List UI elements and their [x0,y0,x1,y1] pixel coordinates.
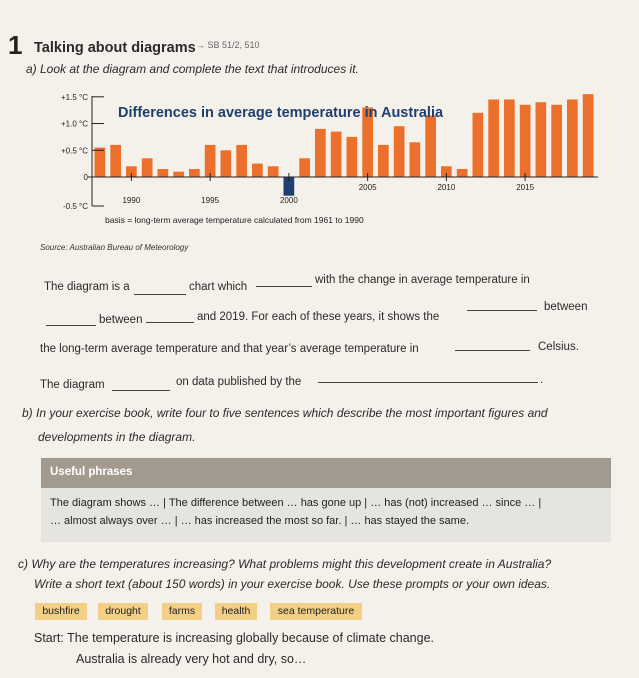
bar-2015 [520,105,531,177]
start-line2: Australia is already very hot and dry, so… [76,652,307,666]
chart-basis-note: basis = long-term average temperature calculated from 1961 to 1990 [105,215,364,225]
gap-text-l1c: with the change in average temperature in [315,274,530,286]
bar-1992 [158,169,169,177]
gap-blank-5[interactable] [467,310,537,311]
start-line1: Start: The temperature is increasing globally because of climate change. [34,631,434,645]
bar-1993 [173,172,184,177]
x-tick-label-1990: 1990 [122,196,141,205]
bar-2006 [378,145,389,177]
gap-text-l2c: between [544,301,588,313]
prompt-chip-bushfire: bushfire [35,603,87,620]
temperature-chart [0,0,639,260]
gap-blank-4[interactable] [146,322,194,323]
prompt-chip-sea-temperature: sea temperature [270,603,362,620]
useful-phrases-title: Useful phrases [50,466,133,478]
prompt-chip-health: health [215,603,257,620]
bar-2008 [410,142,421,177]
bar-2004 [347,137,358,177]
gap-text-l3b: Celsius. [538,341,579,353]
y-tick-label: 0 [83,173,88,182]
part-c-instruction-line1: c) Why are the temperatures increasing? What problems might this development create in Australia? [18,557,552,571]
gap-text-l1b: chart which [189,281,248,293]
bar-2017 [551,105,562,177]
bar-2001 [299,158,310,177]
bar-1998 [252,164,263,177]
gap-blank-7[interactable] [112,390,170,391]
part-a-instruction: a) Look at the diagram and complete the text that introduces it. [26,62,359,76]
bar-2019 [583,94,594,177]
useful-phrases-line1: The diagram shows … | The difference between … has gone up | … has (not) increased … since … | [50,497,542,509]
student-book-reference: → SB 51/2, 510 [196,40,260,50]
chart-title: Differences in average temperature in Australia [118,105,444,121]
y-tick-label: +0.5 °C [61,146,88,156]
bar-1997 [236,145,247,177]
bar-2003 [331,132,342,177]
bar-1994 [189,169,200,177]
useful-phrases-line2: … almost always over … | … has increased the most so far. | … has stayed the same. [50,515,469,527]
bar-2018 [567,100,578,178]
chart-source: Source: Australian Bureau of Meteorology [40,243,189,252]
prompt-chip-drought: drought [98,603,148,620]
bar-2011 [457,169,468,177]
gap-blank-8[interactable] [318,382,538,383]
part-c-instruction-line2: Write a short text (about 150 words) in your exercise book. Use these prompts or your own ideas. [34,577,551,591]
bar-1991 [142,158,153,177]
bar-2014 [504,100,515,178]
exercise-number: 1 [8,30,23,60]
bar-2009 [425,116,436,178]
bar-1995 [205,145,216,177]
gap-blank-2[interactable] [256,286,312,287]
prompt-chip-farms: farms [162,603,202,620]
bar-2016 [536,102,547,177]
x-tick-label-1995: 1995 [201,196,220,205]
gap-text-l4c: . [540,374,544,386]
gap-text-l4a: The diagram [40,379,105,391]
bar-2013 [488,100,499,178]
y-tick-label: -0.5 °C [63,202,88,211]
gap-blank-1[interactable] [134,294,186,295]
x-tick-label-2005: 2005 [358,183,377,192]
x-tick-label-2015: 2015 [516,183,535,192]
gap-blank-6[interactable] [455,350,530,351]
bar-1988 [95,148,106,177]
y-tick-label: +1.5 °C [61,92,88,102]
bar-1996 [221,150,232,177]
gap-text-l2b: and 2019. For each of these years, it shows the [197,311,440,323]
gap-text-l3a: the long-term average temperature and that year’s average temperature in [40,343,419,355]
x-tick-label-2000: 2000 [279,196,298,205]
gap-blank-3[interactable] [46,325,96,326]
gap-text-l2a: between [99,314,143,326]
bar-1999 [268,166,279,177]
gap-text-l1a: The diagram is a [44,281,130,293]
bar-2012 [473,113,484,177]
part-b-instruction-line1: b) In your exercise book, write four to five sentences which describe the most important figures and [22,406,548,420]
bar-2002 [315,129,326,177]
y-tick-label: +1.0 °C [61,119,88,129]
x-tick-label-2010: 2010 [437,183,456,192]
part-b-instruction-line2: developments in the diagram. [38,430,196,444]
exercise-title: Talking about diagrams [34,40,196,56]
bar-1989 [110,145,121,177]
gap-text-l4b: on data published by the [176,376,302,388]
bar-2007 [394,126,405,177]
